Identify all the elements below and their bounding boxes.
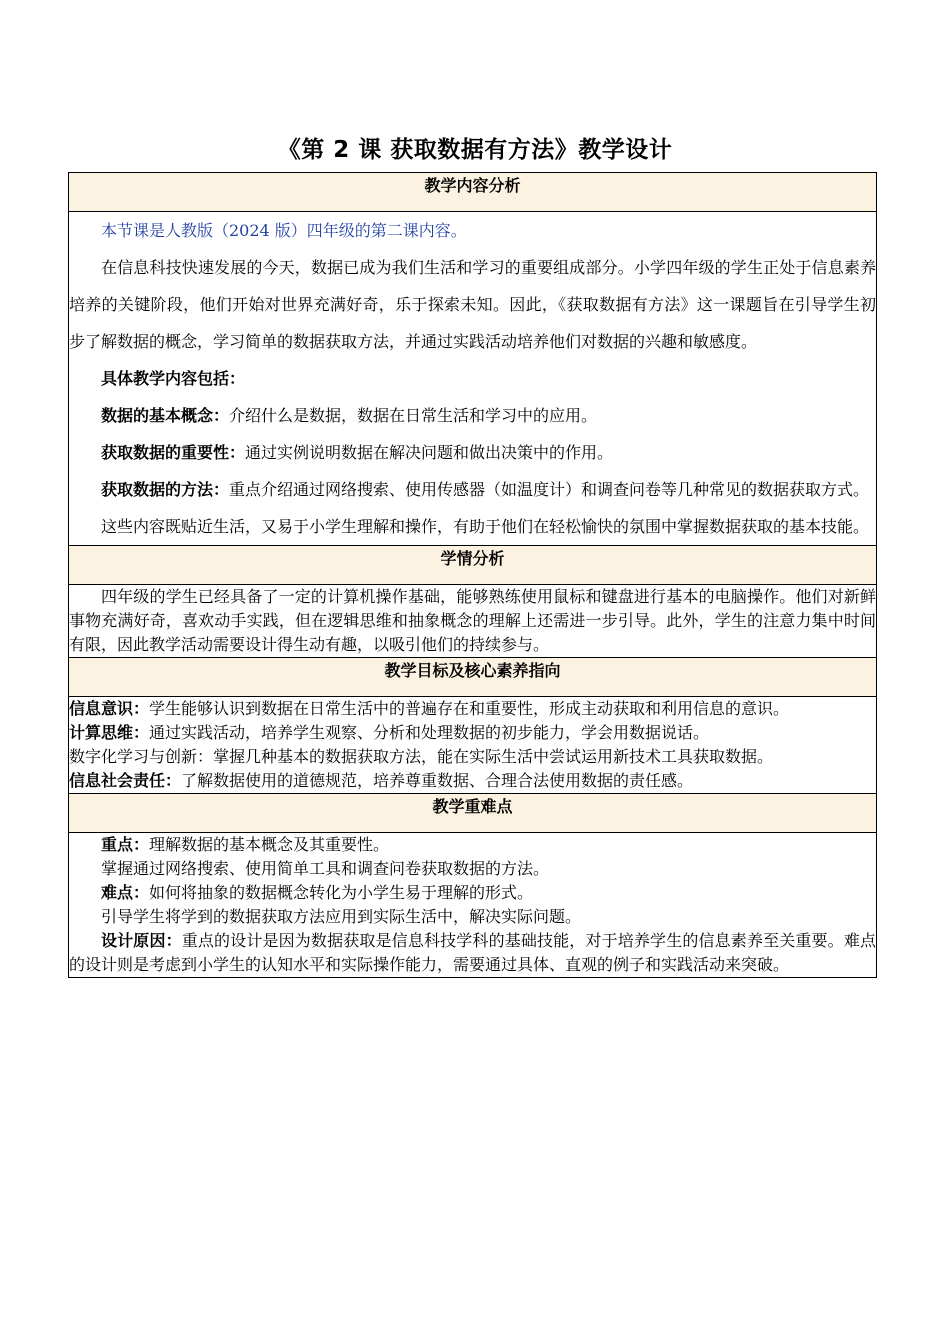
item-text: 如何将抽象的数据概念转化为小学生易于理解的形式。 [149,883,534,902]
item-label: 难点： [101,883,150,902]
summary-paragraph: 这些内容既贴近生活，又易于小学生理解和操作，有助于他们在轻松愉快的氛围中掌握数据获取的基本技能。 [101,517,870,536]
section-header-learner-analysis [69,546,877,585]
lesson-design-table [68,172,877,978]
item-text: 介绍什么是数据，数据在日常生活和学习中的应用。 [229,406,598,425]
section-body-row [69,585,877,658]
learner-analysis-body [69,585,877,658]
item-label: 获取数据的重要性： [101,443,246,462]
section-header-label: 教学内容分析 [424,176,521,195]
document-title: 《第 2 课 获取数据有方法》教学设计 [277,137,673,163]
section-header-objectives [69,658,877,697]
section-header-label: 学情分析 [440,549,505,568]
item-label: 信息意识： [69,699,150,718]
item-text: 通过实例说明数据在解决问题和做出决策中的作用。 [245,443,614,462]
item-label: 信息社会责任： [69,771,182,790]
content-item-concept [69,397,876,434]
source-note: 本节课是人教版（2024 版）四年级的第二课内容。 [101,221,467,240]
section-header-content-analysis [69,173,877,212]
section-header-label: 教学目标及核心素养指向 [384,661,561,680]
objectives-body [69,697,877,794]
section-header-row [69,658,877,697]
focus-line [69,833,876,857]
section-header-row [69,794,877,833]
item-text: 通过实践活动，培养学生观察、分析和处理数据的初步能力，学会用数据说话。 [149,723,710,742]
objective-computational-thinking [69,721,876,745]
content-analysis-body [69,212,877,546]
objective-digital-learning: 数字化学习与创新：掌握几种基本的数据获取方法，能在实际生活中尝试运用新技术工具获取数据。 [69,747,774,766]
intro-paragraph: 在信息科技快速发展的今天，数据已成为我们生活和学习的重要组成部分。小学四年级的学生正处于信息素养培养的关键阶段，他们开始对世界充满好奇，乐于探索未知。因此，《获取数据有方法》这一课题旨在引导学生初步了解数据的概念，学习简单的数据获取方法，并通过实践活动培养他们对数据的兴趣和敏感度。 [69,258,876,351]
item-label: 数据的基本概念： [101,406,230,425]
item-label: 重点： [101,835,150,854]
key-points-body [69,833,877,978]
list-heading: 具体教学内容包括： [101,369,246,388]
difficulty-extra-line: 引导学生将学到的数据获取方法应用到实际生活中，解决实际问题。 [101,907,582,926]
objective-social-responsibility [69,769,876,793]
section-header-key-points [69,794,877,833]
content-item-importance [69,434,876,471]
objective-information-awareness [69,697,876,721]
item-text: 理解数据的基本概念及其重要性。 [149,835,390,854]
learner-paragraph: 四年级的学生已经具备了一定的计算机操作基础，能够熟练使用鼠标和键盘进行基本的电脑操作。他们对新鲜事物充满好奇，喜欢动手实践，但在逻辑思维和抽象概念的理解上还需进一步引导。此外，学生的注意力集中时间有限，因此教学活动需要设计得生动有趣，以吸引他们的持续参与。 [69,587,876,654]
content-item-methods [69,471,876,508]
section-header-row [69,173,877,212]
item-text: 重点的设计是因为数据获取是信息科技学科的基础技能，对于培养学生的信息素养至关重要。难点的设计则是考虑到小学生的认知水平和实际操作能力，需要通过具体、直观的例子和实践活动来突破。 [69,931,876,974]
difficulty-line [69,881,876,905]
focus-extra-line: 掌握通过网络搜索、使用简单工具和调查问卷获取数据的方法。 [101,859,550,878]
section-body-row [69,697,877,794]
item-label: 获取数据的方法： [101,480,230,499]
section-header-label: 教学重难点 [432,797,513,816]
item-text: 学生能够认识到数据在日常生活中的普遍存在和重要性，形成主动获取和利用信息的意识。 [149,699,790,718]
section-body-row [69,833,877,978]
item-label: 计算思维： [69,723,150,742]
section-header-row [69,546,877,585]
section-body-row [69,212,877,546]
design-reason [69,929,876,977]
item-label: 设计原因： [101,931,182,950]
item-text: 重点介绍通过网络搜索、使用传感器（如温度计）和调查问卷等几种常见的数据获取方式。 [229,480,870,499]
item-text: 了解数据使用的道德规范，培养尊重数据、合理合法使用数据的责任感。 [181,771,694,790]
